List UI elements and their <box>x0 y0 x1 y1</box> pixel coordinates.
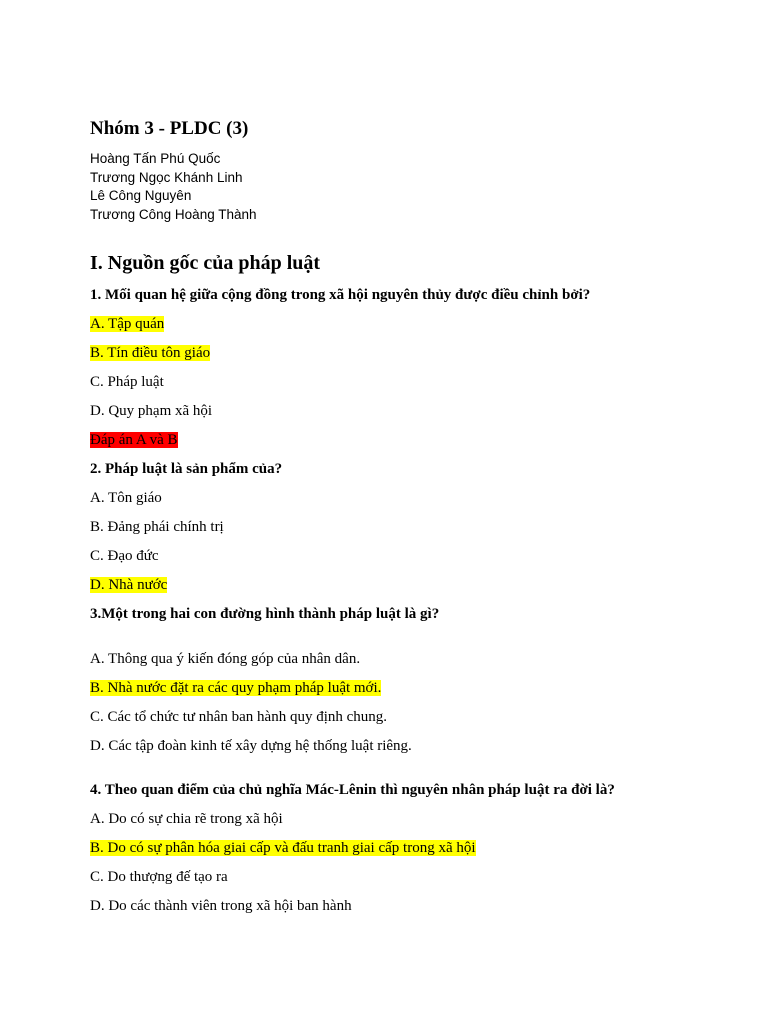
member-name: Lê Công Nguyên <box>90 188 192 203</box>
option-4d: D. Do các thành viên trong xã hội ban hành <box>90 898 352 914</box>
option-3b-correct: B. Nhà nước đặt ra các quy phạm pháp luật mới. <box>90 680 382 696</box>
question-1: 1. Mối quan hệ giữa cộng đồng trong xã hội nguyên thủy được điều chỉnh bởi? <box>90 287 591 303</box>
option-3a: A. Thông qua ý kiến đóng góp của nhân dân. <box>90 651 361 667</box>
member-list <box>90 150 257 224</box>
option-3c: C. Các tổ chức tư nhân ban hành quy định chung. <box>90 709 388 725</box>
option-4b-correct: B. Do có sự phân hóa giai cấp và đấu tranh giai cấp trong xã hội <box>90 840 476 856</box>
option-2a: A. Tôn giáo <box>90 490 162 506</box>
option-4c: C. Do thượng đế tạo ra <box>90 869 228 885</box>
option-1b-correct: B. Tín điều tôn giáo <box>90 345 211 361</box>
member-name: Trương Công Hoàng Thành <box>90 206 257 222</box>
question-4: 4. Theo quan điểm của chủ nghĩa Mác-Lênin thì nguyên nhân pháp luật ra đời là? <box>90 782 615 798</box>
option-2d-correct: D. Nhà nước <box>90 577 168 593</box>
option-3d: D. Các tập đoàn kinh tế xây dựng hệ thống luật riêng. <box>90 738 412 754</box>
question-3: 3.Một trong hai con đường hình thành pháp luật là gì? <box>90 606 440 622</box>
option-1d: D. Quy phạm xã hội <box>90 403 213 419</box>
option-2b: B. Đảng phái chính trị <box>90 519 224 535</box>
member-name: Hoàng Tấn Phú Quốc <box>90 151 221 166</box>
document-title: Nhóm 3 - PLDC (3) <box>90 118 249 139</box>
question-2: 2. Pháp luật là sản phẩm của? <box>90 461 283 477</box>
member-name: Trương Ngọc Khánh Linh <box>90 169 243 185</box>
option-1a-correct: A. Tập quán <box>90 316 165 332</box>
section-heading: I. Nguồn gốc của pháp luật <box>90 252 321 274</box>
option-4a: A. Do có sự chia rẽ trong xã hội <box>90 811 283 827</box>
option-2c: C. Đạo đức <box>90 548 159 564</box>
answer-note: Đáp án A và B <box>90 432 178 448</box>
option-1c: C. Pháp luật <box>90 374 164 390</box>
